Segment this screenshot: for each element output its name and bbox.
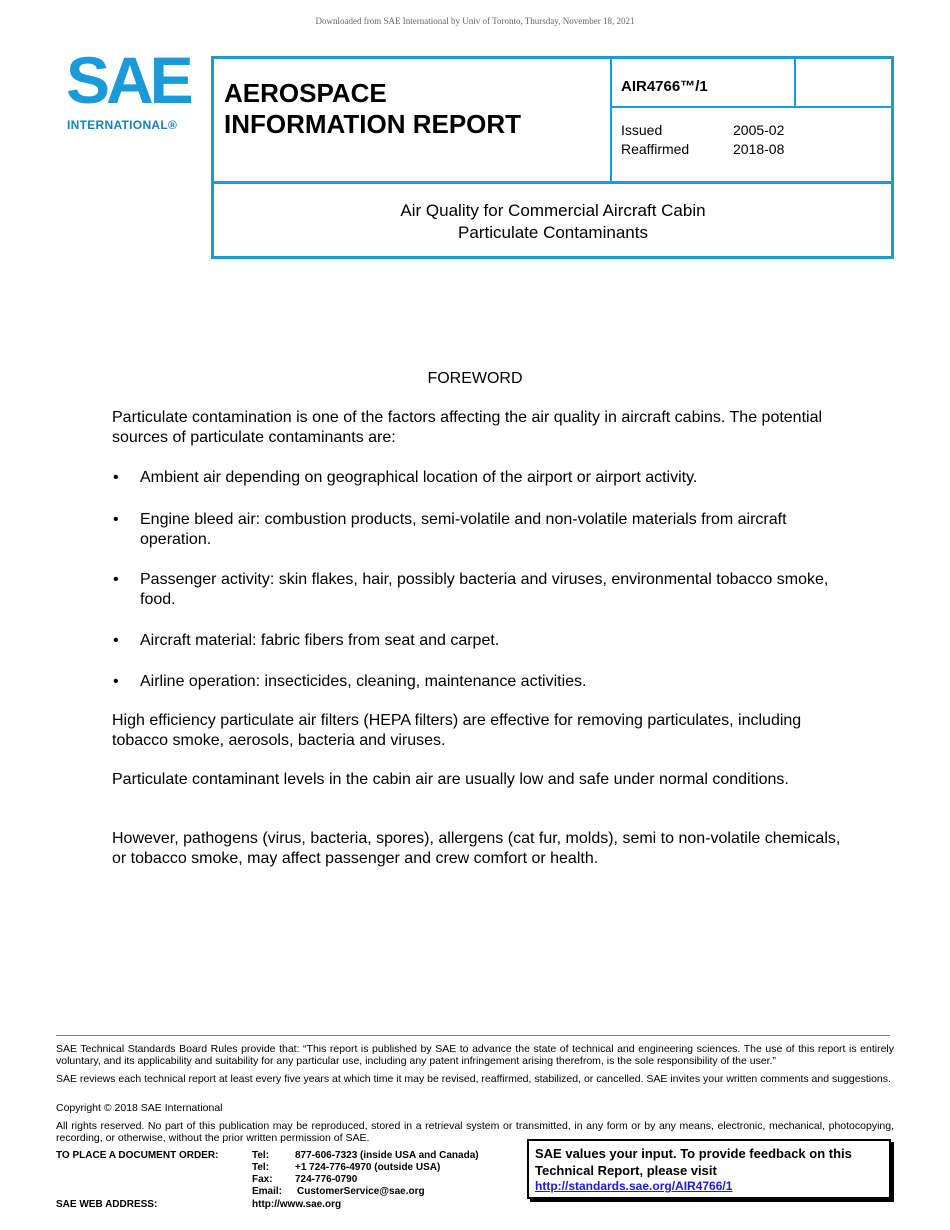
copyright-text: Copyright © 2018 SAE International bbox=[56, 1102, 223, 1114]
document-type-line: INFORMATION REPORT bbox=[224, 109, 522, 139]
order-label: TO PLACE A DOCUMENT ORDER: bbox=[56, 1150, 219, 1161]
title-line: Air Quality for Commercial Aircraft Cabin bbox=[400, 201, 706, 220]
bullet-icon: • bbox=[113, 571, 119, 588]
fax-label: Fax: bbox=[252, 1174, 273, 1185]
foreword-heading: FOREWORD bbox=[427, 370, 523, 387]
footer-divider bbox=[56, 1035, 890, 1036]
header-divider bbox=[794, 56, 796, 108]
document-number: AIR4766™/1 bbox=[621, 78, 708, 95]
intro-paragraph: Particulate contamination is one of the factors affecting the air quality in aircraft cabins. The potential sources of particulate contaminants are: bbox=[112, 409, 823, 446]
document-title bbox=[214, 200, 892, 244]
header-divider bbox=[610, 106, 894, 108]
web-label: SAE WEB ADDRESS: bbox=[56, 1199, 158, 1210]
reaffirmed-label: Reaffirmed bbox=[621, 141, 690, 157]
tel-outside-usa: +1 724-776-4970 (outside USA) bbox=[295, 1162, 441, 1173]
tel-label: Tel: bbox=[252, 1150, 270, 1161]
download-notice: Downloaded from SAE International by Univ of Toronto, Thursday, November 18, 2021 bbox=[315, 16, 635, 26]
rights-text: All rights reserved. No part of this publication may be reproduced, stored in a retrieval system or transmitted, in any form or by any means, electronic, mechanical, photocopying, recording, or otherwise, without the prior written permission of SAE. bbox=[56, 1120, 894, 1144]
tel-label: Tel: bbox=[252, 1162, 270, 1173]
bullet-item: Ambient air depending on geographical location of the airport or airport activity. bbox=[140, 469, 698, 486]
review-text: SAE reviews each technical report at least every five years at which time it may be revised, reaffirmed, stabilized, or cancelled. SAE invites your written comments and suggestions. bbox=[56, 1073, 891, 1085]
feedback-link[interactable]: http://standards.sae.org/AIR4766/1 bbox=[535, 1179, 733, 1193]
bullet-icon: • bbox=[113, 469, 119, 486]
bullet-icon: • bbox=[113, 632, 119, 649]
issued-label: Issued bbox=[621, 122, 663, 138]
levels-paragraph: Particulate contaminant levels in the cabin air are usually low and safe under normal conditions. bbox=[112, 771, 789, 788]
email-address[interactable]: CustomerService@sae.org bbox=[297, 1186, 425, 1197]
title-line: Particulate Contaminants bbox=[458, 223, 648, 242]
fax-number: 724-776-0790 bbox=[295, 1174, 358, 1185]
hepa-paragraph: High efficiency particulate air filters (HEPA filters) are effective for removing particulates, including tobacco smoke, aerosols, bacteria and viruses. bbox=[112, 712, 802, 749]
email-label: Email: bbox=[252, 1186, 283, 1197]
logo-letters: SAE bbox=[66, 43, 190, 117]
issued-value: 2005-02 bbox=[733, 122, 785, 138]
feedback-text: SAE values your input. To provide feedback on this Technical Report, please visit bbox=[535, 1146, 852, 1178]
bullet-item: Airline operation: insecticides, cleaning, maintenance activities. bbox=[140, 673, 587, 690]
bullet-icon: • bbox=[113, 511, 119, 528]
document-type-line: AEROSPACE bbox=[224, 78, 387, 108]
sae-logo bbox=[66, 43, 191, 135]
bullet-item: Engine bleed air: combustion products, semi-volatile and non-volatile materials from aircraft operation. bbox=[140, 511, 787, 548]
tel-inside-usa: 877-606-7323 (inside USA and Canada) bbox=[295, 1150, 479, 1161]
feedback-box bbox=[527, 1139, 891, 1199]
document-type bbox=[224, 78, 604, 140]
web-address[interactable]: http://www.sae.org bbox=[252, 1199, 342, 1210]
reaffirmed-value: 2018-08 bbox=[733, 141, 785, 157]
bullet-item: Aircraft material: fabric fibers from seat and carpet. bbox=[140, 632, 500, 649]
bullet-icon: • bbox=[113, 673, 119, 690]
bullet-item: Passenger activity: skin flakes, hair, possibly bacteria and viruses, environmental tobacco smoke, food. bbox=[140, 571, 829, 608]
standards-rules-text: SAE Technical Standards Board Rules provide that: “This report is published by SAE to advance the state of technical and engineering sciences. The use of this report is entirely voluntary, and its applicability and suitability for any particular use, including any patent infringement arising therefrom, is the sole responsibility of the user.” bbox=[56, 1043, 894, 1067]
logo-subtitle: INTERNATIONAL® bbox=[67, 118, 178, 132]
header-divider bbox=[610, 56, 612, 184]
header-divider bbox=[211, 181, 894, 184]
pathogens-paragraph: However, pathogens (virus, bacteria, spores), allergens (cat fur, molds), semi to non-volatile chemicals, or tobacco smoke, may affect passenger and crew comfort or health. bbox=[112, 830, 841, 867]
